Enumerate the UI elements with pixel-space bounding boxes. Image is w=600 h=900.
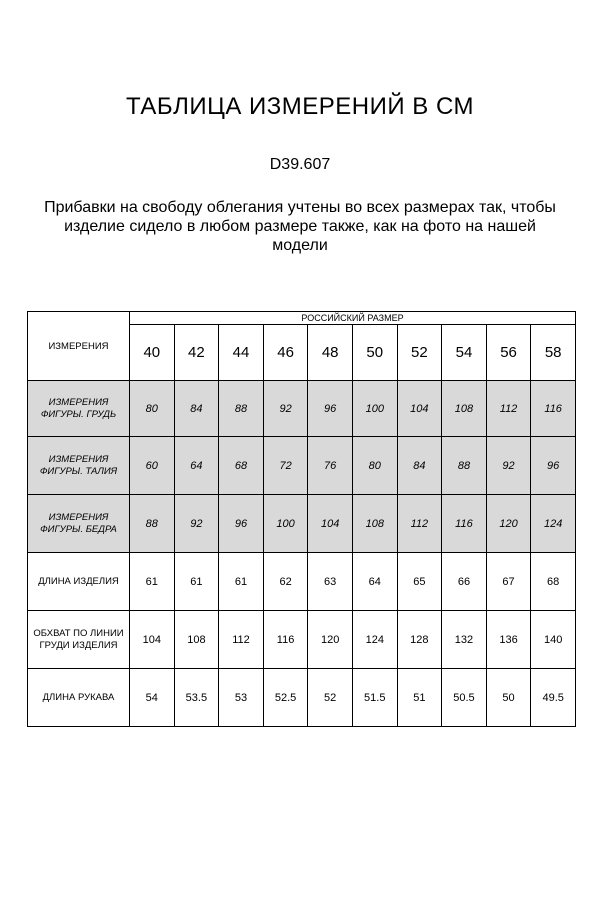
table-cell: 64 (174, 437, 219, 495)
table-cell: 92 (486, 437, 531, 495)
table-cell: 50.5 (442, 669, 487, 727)
table-cell: 64 (352, 553, 397, 611)
table-cell: 61 (130, 553, 175, 611)
product-code: D39.607 (269, 156, 331, 173)
table-cell: 51.5 (352, 669, 397, 727)
size-header: 44 (219, 325, 264, 381)
table-cell: 84 (174, 381, 219, 437)
table-cell: 96 (308, 381, 353, 437)
size-header: 58 (531, 325, 576, 381)
table-row (28, 669, 576, 727)
page-title: ТАБЛИЦА ИЗМЕРЕНИЙ В СМ (125, 93, 475, 120)
size-header: 56 (486, 325, 531, 381)
table-cell: 116 (531, 381, 576, 437)
table-cell: 124 (531, 495, 576, 553)
table-cell: 80 (130, 381, 175, 437)
table-cell: 116 (263, 611, 308, 669)
table-cell: 61 (219, 553, 264, 611)
table-row (28, 611, 576, 669)
table-cell: 76 (308, 437, 353, 495)
table-cell: 62 (263, 553, 308, 611)
table-cell: 65 (397, 553, 442, 611)
table-row (28, 437, 576, 495)
size-header: 40 (130, 325, 175, 381)
table-row (28, 381, 576, 437)
table-cell: 112 (397, 495, 442, 553)
table-cell: 116 (442, 495, 487, 553)
measurements-header: ИЗМЕРЕНИЯ (28, 312, 130, 381)
table-cell: 108 (442, 381, 487, 437)
table-cell: 51 (397, 669, 442, 727)
row-label: ДЛИНА ИЗДЕЛИЯ (28, 553, 130, 611)
table-cell: 124 (352, 611, 397, 669)
table-cell: 112 (486, 381, 531, 437)
size-header: 48 (308, 325, 353, 381)
table-cell: 84 (397, 437, 442, 495)
size-header: 54 (442, 325, 487, 381)
table-cell: 66 (442, 553, 487, 611)
table-cell: 68 (531, 553, 576, 611)
table-cell: 136 (486, 611, 531, 669)
table-cell: 53.5 (174, 669, 219, 727)
russian-size-header: РОССИЙСКИЙ РАЗМЕР (130, 312, 576, 325)
table-cell: 132 (442, 611, 487, 669)
table-cell: 104 (397, 381, 442, 437)
table-cell: 108 (174, 611, 219, 669)
size-header: 46 (263, 325, 308, 381)
size-header: 42 (174, 325, 219, 381)
fit-note: Прибавки на свободу облегания учтены во всех размерах так, чтобы изделие сидело в любом размере также, как на фото на нашей модели (44, 199, 556, 254)
table-cell: 104 (308, 495, 353, 553)
table-cell: 80 (352, 437, 397, 495)
table-cell: 100 (352, 381, 397, 437)
table-cell: 63 (308, 553, 353, 611)
size-header: 50 (352, 325, 397, 381)
table-cell: 112 (219, 611, 264, 669)
table-cell: 72 (263, 437, 308, 495)
table-cell: 52 (308, 669, 353, 727)
table-cell: 92 (174, 495, 219, 553)
table-cell: 61 (174, 553, 219, 611)
row-label: ДЛИНА РУКАВА (28, 669, 130, 727)
table-cell: 96 (531, 437, 576, 495)
table-cell: 88 (219, 381, 264, 437)
table-cell: 96 (219, 495, 264, 553)
table-row (28, 553, 576, 611)
table-cell: 128 (397, 611, 442, 669)
table-cell: 88 (442, 437, 487, 495)
table-cell: 67 (486, 553, 531, 611)
table-cell: 53 (219, 669, 264, 727)
table-cell: 104 (130, 611, 175, 669)
table-cell: 54 (130, 669, 175, 727)
row-label: ОБХВАТ ПО ЛИНИИ ГРУДИ ИЗДЕЛИЯ (28, 611, 130, 669)
size-header: 52 (397, 325, 442, 381)
size-table (27, 311, 576, 727)
table-cell: 108 (352, 495, 397, 553)
row-label: ИЗМЕРЕНИЯ ФИГУРЫ. ГРУДЬ (28, 381, 130, 437)
table-row (28, 495, 576, 553)
table-cell: 60 (130, 437, 175, 495)
table-cell: 68 (219, 437, 264, 495)
table-cell: 100 (263, 495, 308, 553)
row-label: ИЗМЕРЕНИЯ ФИГУРЫ. БЕДРА (28, 495, 130, 553)
row-label: ИЗМЕРЕНИЯ ФИГУРЫ. ТАЛИЯ (28, 437, 130, 495)
table-cell: 88 (130, 495, 175, 553)
table-cell: 50 (486, 669, 531, 727)
table-cell: 49.5 (531, 669, 576, 727)
table-cell: 92 (263, 381, 308, 437)
table-cell: 120 (308, 611, 353, 669)
table-cell: 52.5 (263, 669, 308, 727)
table-cell: 140 (531, 611, 576, 669)
table-cell: 120 (486, 495, 531, 553)
